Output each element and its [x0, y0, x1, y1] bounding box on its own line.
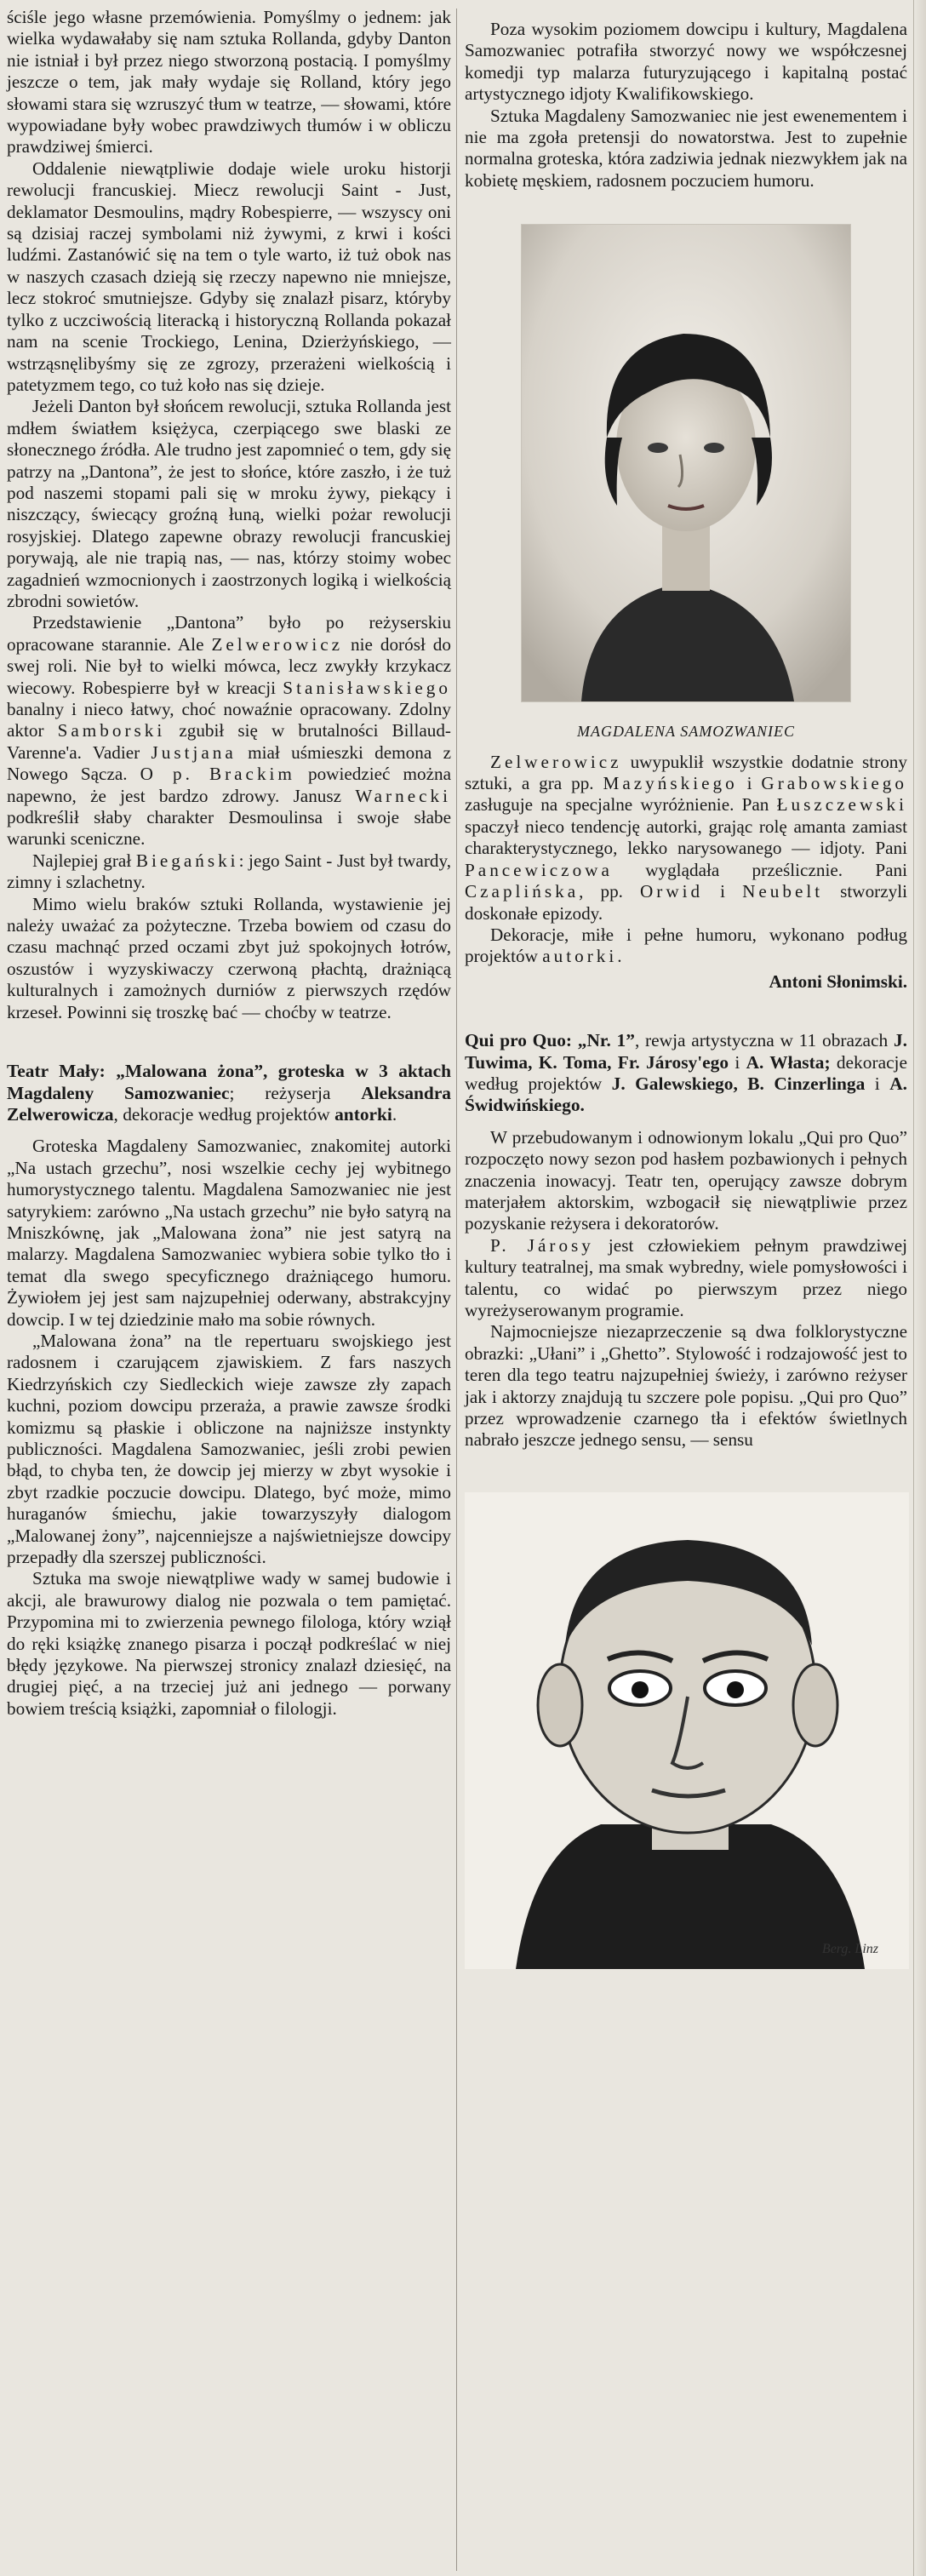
- text-run: uwypuklił wszystkie dodatnie strony sztuki, a gra pp.: [465, 751, 907, 794]
- actor-name: Łuszczewski: [776, 794, 907, 816]
- heading-run: A. Świdwińskiego.: [465, 1073, 907, 1116]
- text-run: i: [703, 881, 743, 902]
- heading-run: , dekoracje według projektów: [113, 1103, 335, 1125]
- paragraph: [465, 752, 907, 924]
- paragraph: Mimo wielu braków sztuki Rollanda, wystawienie jej należy uważać za pożyteczne. Trzeba bowiem od czasu do czasu machnąć przed oczami zbyt już spokojnych łotrów, oszustów i wyzyskiwaczy czerwoną płachtą, drażniącą kulturalnych i zamożnych durniów z pierwszych rzędów krzeseł. Powinni się troszkę bać — choćby w teatrze.: [7, 893, 451, 1022]
- heading-run: A. Własta;: [746, 1051, 831, 1073]
- text-run: zgubił się w brutalności Billaud-Varenne'a. Vadier: [7, 720, 451, 763]
- paragraph: Poza wysokim poziomem dowcipu i kultury, Magdalena Samozwaniec potrafiła stworzyć nowy we współczesnej komedji typ malarza futuryzującego i kapitalną postać artystycznego idjoty Kwalifikowskiego.: [465, 19, 907, 105]
- actor-name: Zelwerowicz: [211, 633, 344, 655]
- text-run: .: [617, 946, 622, 967]
- review-heading: [465, 1030, 907, 1117]
- heading-run: i: [729, 1051, 746, 1073]
- right-column: [465, 19, 907, 1969]
- heading-run: dekoracje według projektów: [465, 1051, 907, 1094]
- paragraph: ściśle jego własne przemówienia. Pomyślmy o jednem: jak wielka wydawałaby się nam sztuka Rollanda, gdyby Danton nie istniał i był przez niego stworzoną postacią. I pomyślmy jeszcze o tem, jak mały wydaje się Rolland, który jego słowami stara się wzruszyć tłum w teatrze, — słowami, które wypowiadane były wobec prawdziwych tłumów i w obliczu prawdziwej śmierci.: [7, 7, 451, 157]
- paragraph: [7, 612, 451, 850]
- paragraph: Jeżeli Danton był słońcem rewolucji, sztuka Rollanda jest mdłem światłem księżyca, czerpiącego swe blaski ze słonecznego źródła. Ale trudno jest zapomnieć o tem, gdy się patrzy na „Dantona”, że jest to słońce, które zaszło, i że tuż pod naszemi stopami pali się w mroku żywy, piekący i niszczący, świecący groźną łuną, wielki pożar rewolucji rosyjskiej. Dlatego zapewne obrazy rewolucji francuskiej porywają, ale nie trapią nas, — nas, którzy stoimy wobec zagadnień wzmocnionych i zaostrzonych logiką i wielkością zbrodni sowietów.: [7, 396, 451, 611]
- caricature-illustration: [465, 1492, 909, 1969]
- paragraph: Groteska Magdaleny Samozwaniec, znakomitej autorki „Na ustach grzechu”, nosi wszelkie cechy jej wybitnego humorystycznego talentu. Magdalena Samozwaniec nie jest satyrykiem: zarówno „Na ustach grzechu” nie było satyrą na Mniszkównę, jak „Malowana żona” nie jest satyrą na malarzy. Magdalena Samozwaniec wybiera sobie tylko tło i temat dla swego specyficznego drażniącego humoru. Żywiołem jej jest sam najzupełniej oderwany, abstrakcyjny dowcip. I w tej dziedzinie mało ma sobie równych.: [7, 1136, 451, 1330]
- paragraph: Najmocniejsze niezaprzeczenie są dwa folklorystyczne obrazki: „Ułani” i „Ghetto”. Stylowość i rodzajowość jest to teren dla tego teatru najzupełniej świeży, i zarówno reżyser jak i aktorzy znajdują tu szczere pole popisu. „Qui pro Quo” przez wprowadzenie czarnego tła i efektów świetlnych nabrało jeszcze jednego sensu, — sensu: [465, 1321, 907, 1451]
- paragraph: Oddalenie niewątpliwie dodaje wiele uroku historji rewolucji francuskiej. Miecz rewolucji Saint - Just, deklamator Desmoulins, mądry Robespierre, — wszyscy oni są dzisiaj raczej symbolami niż żywymi, z krwi i kości ludźmi. Zastanówić się na tem o tyle warto, iż tuż obok nas w naszych czasach dzieją się rzeczy napewno nie mniejsze, lecz stokroć smutniejsze. Gdyby się znalazł pisarz, któryby tylko z uczciwością literacką i historyczną Rollanda pokazał nam na scenie Trockiego, Lenina, Dzierżyńskiego, — wstrząsnęlibyśmy się ze zgrozy, przerażeni wielkością i patetyzmem tego, co tuż koło nas się dzieje.: [7, 157, 451, 395]
- text-run: powiedzieć można napewno, że jest bardzo zdrowy. Janusz: [7, 764, 452, 806]
- text-run: : jego Saint - Just był twardy, zimny i szlachetny.: [7, 850, 451, 893]
- actor-name: P. Járosy: [490, 1234, 594, 1256]
- heading-run: Qui pro Quo: „Nr. 1”: [465, 1030, 635, 1051]
- paragraph: Sztuka Magdaleny Samozwaniec nie jest ewenementem i nie ma zgoła pretensji do nowatorstwa. Jest to zupełnie normalna groteska, która zadziwia jednak niezwykłem jak na kobietę męskiem, radosnem poczuciem humoru.: [465, 105, 907, 191]
- heading-run: antorki: [334, 1103, 392, 1125]
- heading-run: J. Galewskiego, B. Cinzerlinga: [611, 1073, 866, 1094]
- text-run: banalny i nieco łatwy, choć nowaźnie opracowany. Zdolny aktor: [7, 699, 451, 741]
- portrait-illustration: [522, 225, 850, 701]
- text-run: Przedstawienie „Dantona” było po reżyserskiu opracowane starannie. Ale: [7, 612, 451, 655]
- actor-name: Orwid: [639, 881, 704, 902]
- paragraph: Sztuka ma swoje niewątpliwe wady w samej budowie i akcji, ale brawurowy dialog nie pozwala o tem pamiętać. Przypomina mi to zwierzenia pewnego filologa, który wziął do ręki książkę znanego pisarza i począł podkreślać w niej błędy językowe. Na pierwszej stronicy znalazł dziesięć, na drugiej pięć, a na trzeciej już ani jednego — porwany bowiem treścią książki, zapomniał o filologji.: [7, 1568, 451, 1719]
- actor-name: autorki: [542, 946, 618, 967]
- actor-name: Czaplińska: [465, 881, 580, 902]
- actor-name: Warnecki: [355, 785, 451, 806]
- author-portrait-photo: [521, 224, 851, 702]
- left-column: [7, 7, 451, 1720]
- text-run: , pp.: [579, 881, 640, 902]
- text-run: nie dorósł do swej roli. Nie był to wielki mówca, lecz zwykły krzykacz wiecowy. Robespierre był w kreacji: [7, 633, 451, 698]
- review-heading: [7, 1061, 451, 1125]
- text-run: i: [737, 773, 762, 794]
- actor-name: Neubelt: [742, 881, 824, 902]
- text-run: jest człowiekiem pełnym prawdziwej kultury teatralnej, ma smak wybredny, wiele pomysłowości i talentu, co widać po pierwszym przez niego wyreżyserowanym programie.: [465, 1234, 907, 1320]
- text-run: Dekoracje, miłe i pełne humoru, wykonano podług projektów: [465, 924, 907, 967]
- actor-name: O p. Brackim: [140, 764, 295, 785]
- paragraph: [7, 850, 451, 894]
- paragraph: [465, 1235, 907, 1322]
- text-run: Najlepiej grał: [32, 850, 136, 871]
- heading-run: .: [392, 1103, 397, 1125]
- actor-name: Biegański: [135, 850, 239, 871]
- paragraph: „Malowana żona” na tle repertuaru swojskiego jest radosnem i czarującem zjawiskiem. Z fars naszych Kiedrzyńskich czy Siedleckich wieje zawsze zły zapach kuchni, poziom dowcipu przeraża, a prawie zawsze środki komizmu są płaskie i obliczone na najniższe instynkty publiczności. Magdalena Samozwaniec, jeśli zrobi pewien błąd, to chyba ten, że dowcip jej mierzy w zbyt wysokie i zbyt rzadkie poczucie dowcipu. Dlatego, być może, mimo huraganów śmiechu, jakie towarzyszyły dialogom „Malowanej żony”, najcenniejsze a najświetniejsze dowcipy przepadły dla szerszej publiczności.: [7, 1330, 451, 1568]
- text-run: spaczył nieco tendencję autorki, grając rolę amanta zamiast charakterystycznego, lekko narysowanego — idjoty. Pani: [465, 816, 907, 859]
- text-run: miał uśmieszki demona z Nowego Sącza.: [7, 741, 451, 785]
- heading-run: , rewja artystyczna w 11 obrazach: [634, 1030, 894, 1051]
- photo-caption: MAGDALENA SAMOZWANIEC: [577, 723, 795, 741]
- heading-run: Aleksandra Zelwerowicza: [7, 1082, 452, 1125]
- paragraph: [465, 924, 907, 968]
- actor-name: Stanisławskiego: [283, 677, 451, 698]
- actor-name: Mazyńskiego: [603, 773, 738, 794]
- page-edge: [913, 0, 926, 2576]
- author-signature: Antoni Słonimski.: [769, 970, 907, 992]
- text-run: wyglądała prześlicznie. Pani: [612, 859, 907, 880]
- column-divider: [456, 9, 457, 2571]
- heading-run: ; reżyserja: [229, 1082, 362, 1103]
- heading-run: Magdaleny Samozwaniec: [7, 1082, 230, 1103]
- paragraph: W przebudowanym i odnowionym lokalu „Qui pro Quo” rozpoczęto nowy sezon pod hasłem pozbawionych i pełnych znaczenia inowacyj. Teatr ten, operujący zawsze dobrym materjałem aktorskim, wzbogacił się niewątpliwie przez pozyskanie reżysera i dekoratorów.: [465, 1126, 907, 1234]
- artist-signature: Berg. Linz: [821, 1942, 878, 1957]
- heading-run: Teatr Mały: „Malowana żona”, groteska w 3 aktach: [7, 1061, 451, 1082]
- actor-name: Grabowskiego: [761, 773, 907, 794]
- actor-name: Justjana: [151, 741, 237, 763]
- actor-name: Pancewiczowa: [465, 859, 613, 880]
- actor-name: Samborski: [57, 720, 166, 741]
- text-run: zasługuje na specjalne wyróżnienie. Pan: [465, 794, 777, 816]
- actor-name: Zelwerowicz: [490, 751, 622, 772]
- caricature-drawing: [465, 1492, 909, 1969]
- heading-run: i: [865, 1073, 890, 1094]
- heading-run: J. Tuwima, K. Toma, Fr. Járosy'ego: [465, 1030, 907, 1073]
- text-run: podkreślił słaby charakter Desmoulinsa i swoje słabe warunki sceniczne.: [7, 807, 451, 850]
- text-run: stworzyli doskonałe epizody.: [465, 881, 908, 924]
